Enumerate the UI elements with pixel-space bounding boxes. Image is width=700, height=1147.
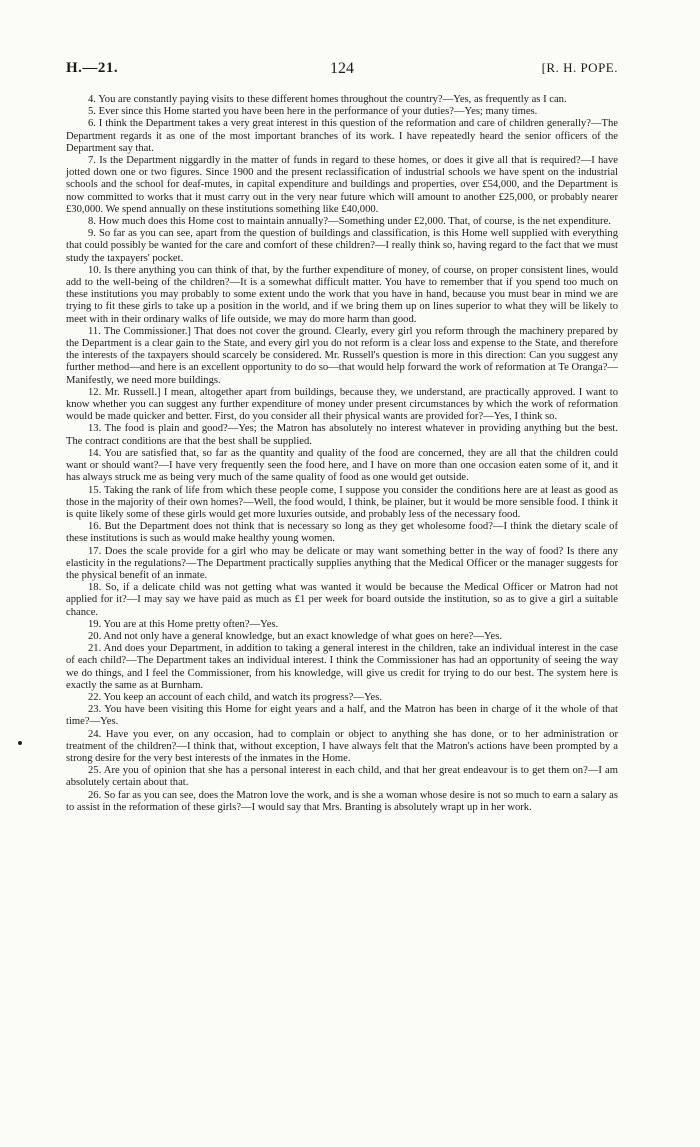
paragraph-4: 4. You are constantly paying visits to these different homes throughout the country?—Yes, as frequently as I can. [88, 94, 567, 105]
witness-name: [R. H. POPE. [541, 60, 618, 75]
paragraph-15: 15. Taking the rank of life from which these people come, I suppose you consider the conditions here are at least as good as those in the majority of their own homes?—Well, the food would, I think, be plainer, but it would be more sensible food. I think it is quite likely some of these girls would get more luxuries outside, and probably less of the necessary food. [66, 484, 618, 520]
paragraph-6: 6. I think the Department takes a very great interest in this question of the reformation and care of children generally?—The Department regards it as one of the most important branches of its work. I have repeatedly heard the senior officers of the Department say that. [66, 118, 618, 154]
paragraph-25: 25. Are you of opinion that she has a personal interest in each child, and that her great endeavour is to get them on?—I am absolutely certain about that. [66, 765, 618, 789]
paragraph-24: 24. Have you ever, on any occasion, had to complain or object to anything she has done, or to her administration or treatment of the children?—I think that, without exception, I have always felt that the Matron's actions have been prompted by a strong desire for the very best interests of the inmates in the Home. [66, 728, 618, 764]
paragraph-17: 17. Does the scale provide for a girl who may be delicate or may want something better in the way of food? Is there any elasticity in the regulations?—The Department practically supplies anything that the Medical Officer or the manager suggests for the physical benefit of an inmate. [66, 545, 618, 581]
paragraph-23: 23. You have been visiting this Home for eight years and a half, and the Matron has been in charge of it the whole of that time?—Yes. [66, 704, 618, 728]
paragraph-16: 16. But the Department does not think that is necessary so long as they get wholesome food?—I think the dietary scale of these institutions is such as would make healthy young women. [66, 521, 618, 545]
paragraph-26: 26. So far as you can see, does the Matron love the work, and is she a woman whose desire is not so much to earn a salary as to assist in the reformation of these girls?—I would say that Mrs. Branting is absolutely wrapt up in her work. [66, 789, 618, 813]
paragraph-5: 5. Ever since this Home started you have been here in the performance of your duties?—Yes; many times. [88, 106, 538, 118]
paragraph-18: 18. So, if a delicate child was not getting what was wanted it would be because the Medical Officer or Matron had not applied for it?—I may say we have paid as much as £1 per week for board outside the institution, so as to give a girl a suitable chance. [66, 582, 618, 618]
page-header [66, 60, 618, 82]
paragraph-19: 19. You are at this Home pretty often?—Yes. [88, 618, 279, 630]
paragraph-14: 14. You are satisfied that, so far as the quantity and quality of the food are concerned, they are all that the children could want or should want?—I have very frequently seen the food here, and I have on more than one occasion eaten some of it, and it has always struck me as being very much of the same quality of food as one would get outside. [66, 447, 618, 484]
paragraph-20: 20. And not only have a general knowledge, but an exact knowledge of what goes on here?—Yes. [88, 630, 503, 642]
document-body [66, 94, 618, 814]
paragraph-13: 13. The food is plain and good?—Yes; the Matron has absolutely no interest whatever in providing anything but the best. The contract conditions are that the best shall be supplied. [66, 423, 618, 447]
document-code: H.—21. [66, 60, 119, 76]
page-number: 124 [330, 60, 354, 77]
paragraph-11: 11. The Commissioner.] That does not cover the ground. Clearly, every girl you reform through the machinery prepared by the Department is a clear gain to the State, and every girl you do not reform is a clear loss and expense to the State, and therefore the interests of the taxpayers should scarcely be considered. Mr. Russell's question is more in this direction: Can you suggest any further method—and here is an excellent opportunity to do so—that would help forward the work of reformation at Te Oranga?—Manifestly, we need more buildings. [66, 325, 618, 386]
margin-mark [18, 741, 22, 745]
paragraph-12: 12. Mr. Russell.] I mean, altogether apart from buildings, because they, we understand, are practically approved. I want to know whether you can suggest any further expenditure of money under present circumstances by which the work of reformation would be made quicker and better. First, do you consider all their physical wants are provided for?—Yes, I think so. [66, 386, 618, 423]
paragraph-7: 7. Is the Department niggardly in the matter of funds in regard to these homes, or does it give all that is required?—I have jotted down one or two figures. Since 1900 and the present reclassification of industrial schools we have spent on the industrial schools and the school for deaf-mutes, in capital expenditure and buildings and properties, over £54,000, and the Department is now committed to works that it must carry out in the very near future which will amount to another £25,000, or probably nearer £30,000. We spend annually on these institutions something like £40,000. [66, 155, 618, 215]
paragraph-8: 8. How much does this Home cost to maintain annually?—Something under £2,000. That, of course, is the net expenditure. [88, 216, 611, 228]
paragraph-21: 21. And does your Department, in addition to taking a general interest in the children, take an individual interest in the case of each child?—The Department takes an individual interest. I think the Commissioner has had an opportunity of seeing the way we do things, and I feel the Commissioner, from his knowledge, will give us credit for trying to do our best. The system here is exactly the same as at Burnham. [66, 643, 618, 691]
paragraph-10: 10. Is there anything you can think of that, by the further expenditure of money, of course, on proper consistent lines, would add to the well-being of the children?—It is a somewhat difficult matter. You have to remember that if you spend too much on these institutions you may probably to some extent undo the work that you have in hand, because you must bear in mind we are trying to fit these girls to take up a position in the world, and if we bring them up on lines superior to what they will be likely to meet with in their ordinary walks of life outside, we may do more harm than good. [66, 264, 618, 325]
paragraph-9: 9. So far as you can see, apart from the question of buildings and classification, is this Home well supplied with everything that could possibly be wanted for the care and comfort of these children?—I really think so, having regard to the fact that we must study the taxpayers' pocket. [66, 228, 618, 264]
paragraph-22: 22. You keep an account of each child, and watch its progress?—Yes. [88, 691, 383, 703]
